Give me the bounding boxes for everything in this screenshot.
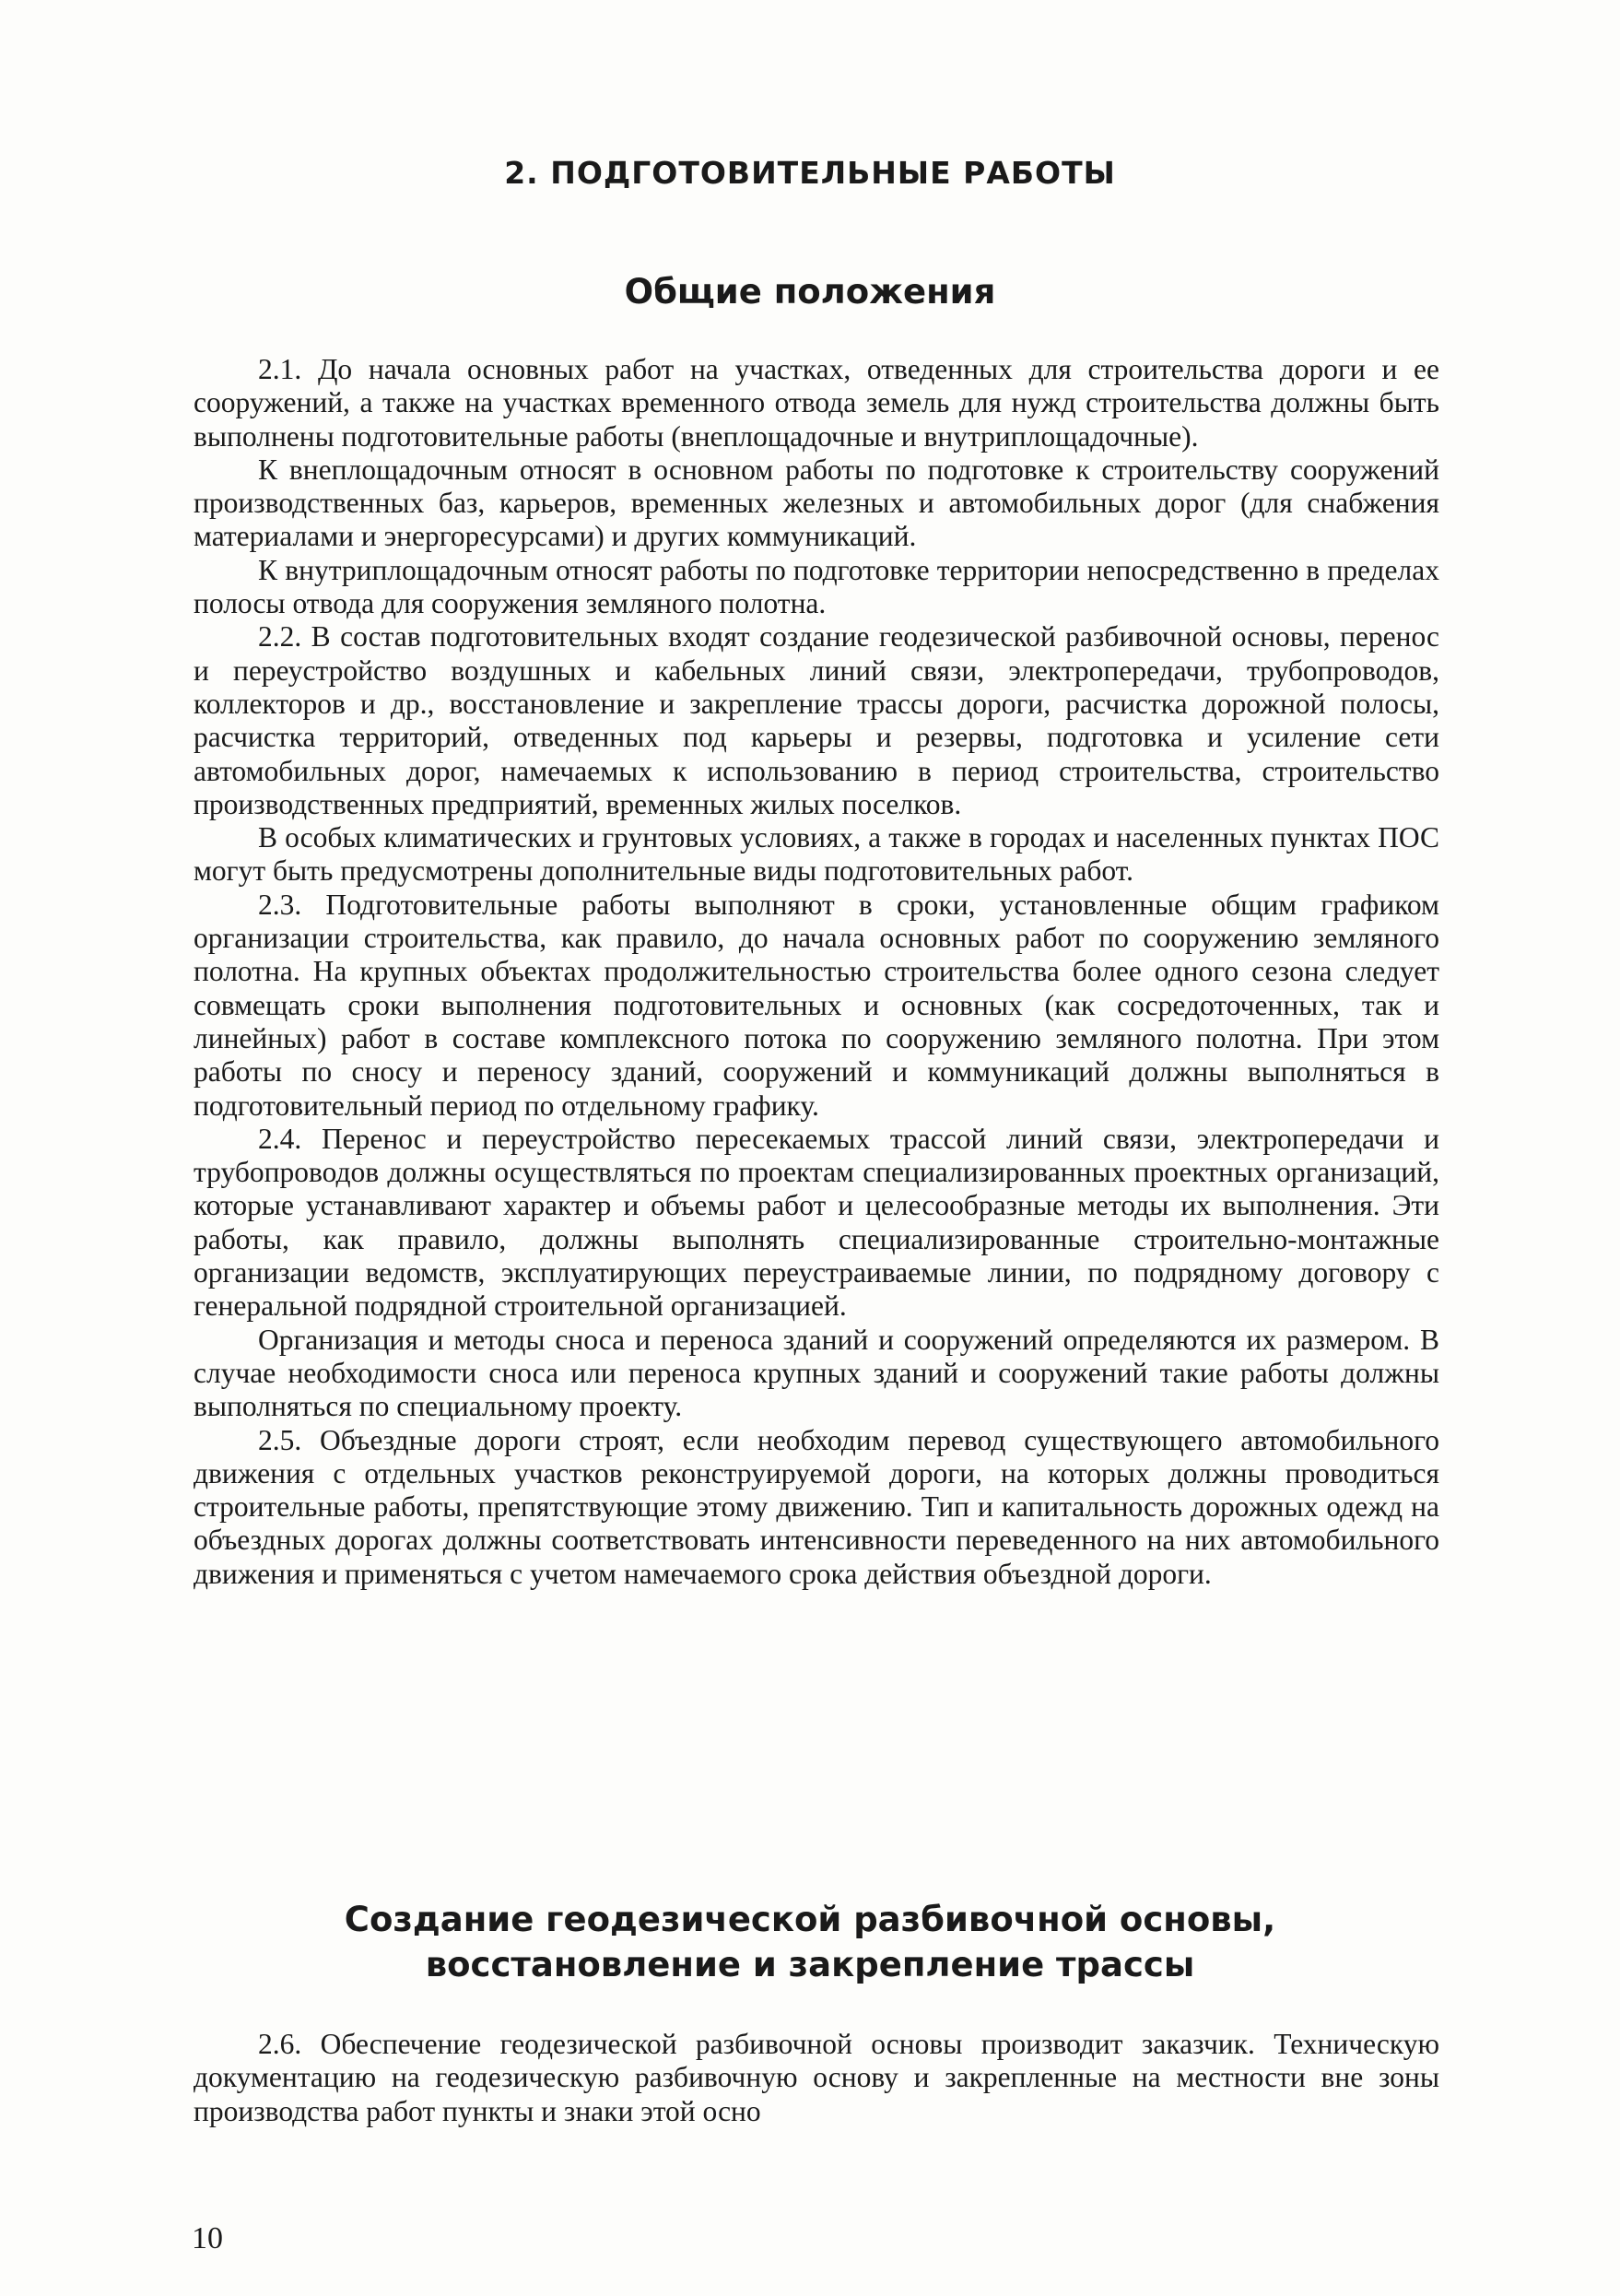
paragraph: 2.5. Объездные дороги строят, если необходим перевод существующего автомобильного движения с отдельных участков реконструируемой дороги, на которых должны проводиться строительные работы, препятствующие этому движению. Тип и капитальность дорожных одежд на объездных дорогах должны соответствовать интенсивности переведенного на них автомобильного движения и применяться с учетом намечаемого срока действия объездной дороги.	[194, 1423, 1439, 1590]
paragraph: 2.3. Подготовительные работы выполняют в сроки, установленные общим графиком организации строительства, как правило, до начала основных работ по сооружению земляного полотна. На крупных объектах продолжительностью строительства более одного сезона следует совмещать сроки выполнения подготовительных и основных (как сосредоточенных, так и линейных) работ в составе комплексного потока по сооружению земляного полотна. При этом работы по сносу и переносу зданий, сооружений и коммуникаций должны выполняться в подготовительный период по отдельному графику.	[194, 888, 1439, 1122]
paragraph: 2.4. Перенос и переустройство пересекаемых трассой линий связи, электропередачи и трубопроводов должны осуществляться по проектам специализированных проектных организаций, которые устанавливают характер и объемы работ и целесообразные методы их выполнения. Эти работы, как правило, должны выполнять специализированные строительно-монтажные организации ведомств, эксплуатирующих переустраиваемые линии, по подрядному договору с генеральной подрядной строительной организацией.	[194, 1122, 1439, 1323]
paragraph: 2.2. В состав подготовительных входят создание геодезической разбивочной основы, перенос и переустройство воздушных и кабельных линий связи, электропередачи, трубопроводов, коллекторов и др., восстановление и закрепление трассы дороги, расчистка дорожной полосы, расчистка территорий, отведенных под карьеры и резервы, подготовка и усиление сети автомобильных дорог, намечаемых к использованию в период строительства, строительство производственных предприятий, временных жилых поселков.	[194, 620, 1439, 820]
paragraph: Организация и методы сноса и переноса зданий и сооружений определяются их размером. В случае необходимости сноса или переноса крупных зданий и сооружений такие работы должны выполняться по специальному проекту.	[194, 1323, 1439, 1423]
paragraph: К внутриплощадочным относят работы по подготовке территории непосредственно в пределах полосы отвода для сооружения земляного полотна.	[194, 553, 1439, 620]
page-number: 10	[192, 2221, 223, 2255]
section-body-geodetic	[194, 2028, 1439, 2128]
section-title-line: восстановление и закрепление трассы	[425, 1945, 1195, 1984]
section-title-general: Общие положения	[624, 272, 996, 312]
section-title-line: Создание геодезической разбивочной основы,	[344, 1900, 1276, 1939]
paragraph: 2.1. До начала основных работ на участках, отведенных для строительства дороги и ее сооружений, а также на участках временного отвода земель для нужд строительства должны быть выполнены подготовительные работы (внеплощадочные и внутриплощадочные).	[194, 353, 1439, 453]
paragraph: 2.6. Обеспечение геодезической разбивочной основы производит заказчик. Техническую документацию на геодезическую разбивочную основу и закрепленные на местности вне зоны производства работ пункты и знаки этой осно	[194, 2028, 1439, 2127]
chapter-title: 2. ПОДГОТОВИТЕЛЬНЫЕ РАБОТЫ	[504, 155, 1116, 191]
section-body-general	[194, 353, 1439, 1591]
section-title-geodetic	[0, 1897, 1620, 1987]
paragraph: К внеплощадочным относят в основном работы по подготовке к строительству сооружений производственных баз, карьеров, временных железных и автомобильных дорог (для снабжения материалами и энергоресурсами) и других коммуникаций.	[194, 453, 1439, 553]
paragraph: В особых климатических и грунтовых условиях, а также в городах и населенных пунктах ПОС могут быть предусмотрены дополнительные виды подготовительных работ.	[194, 821, 1439, 888]
